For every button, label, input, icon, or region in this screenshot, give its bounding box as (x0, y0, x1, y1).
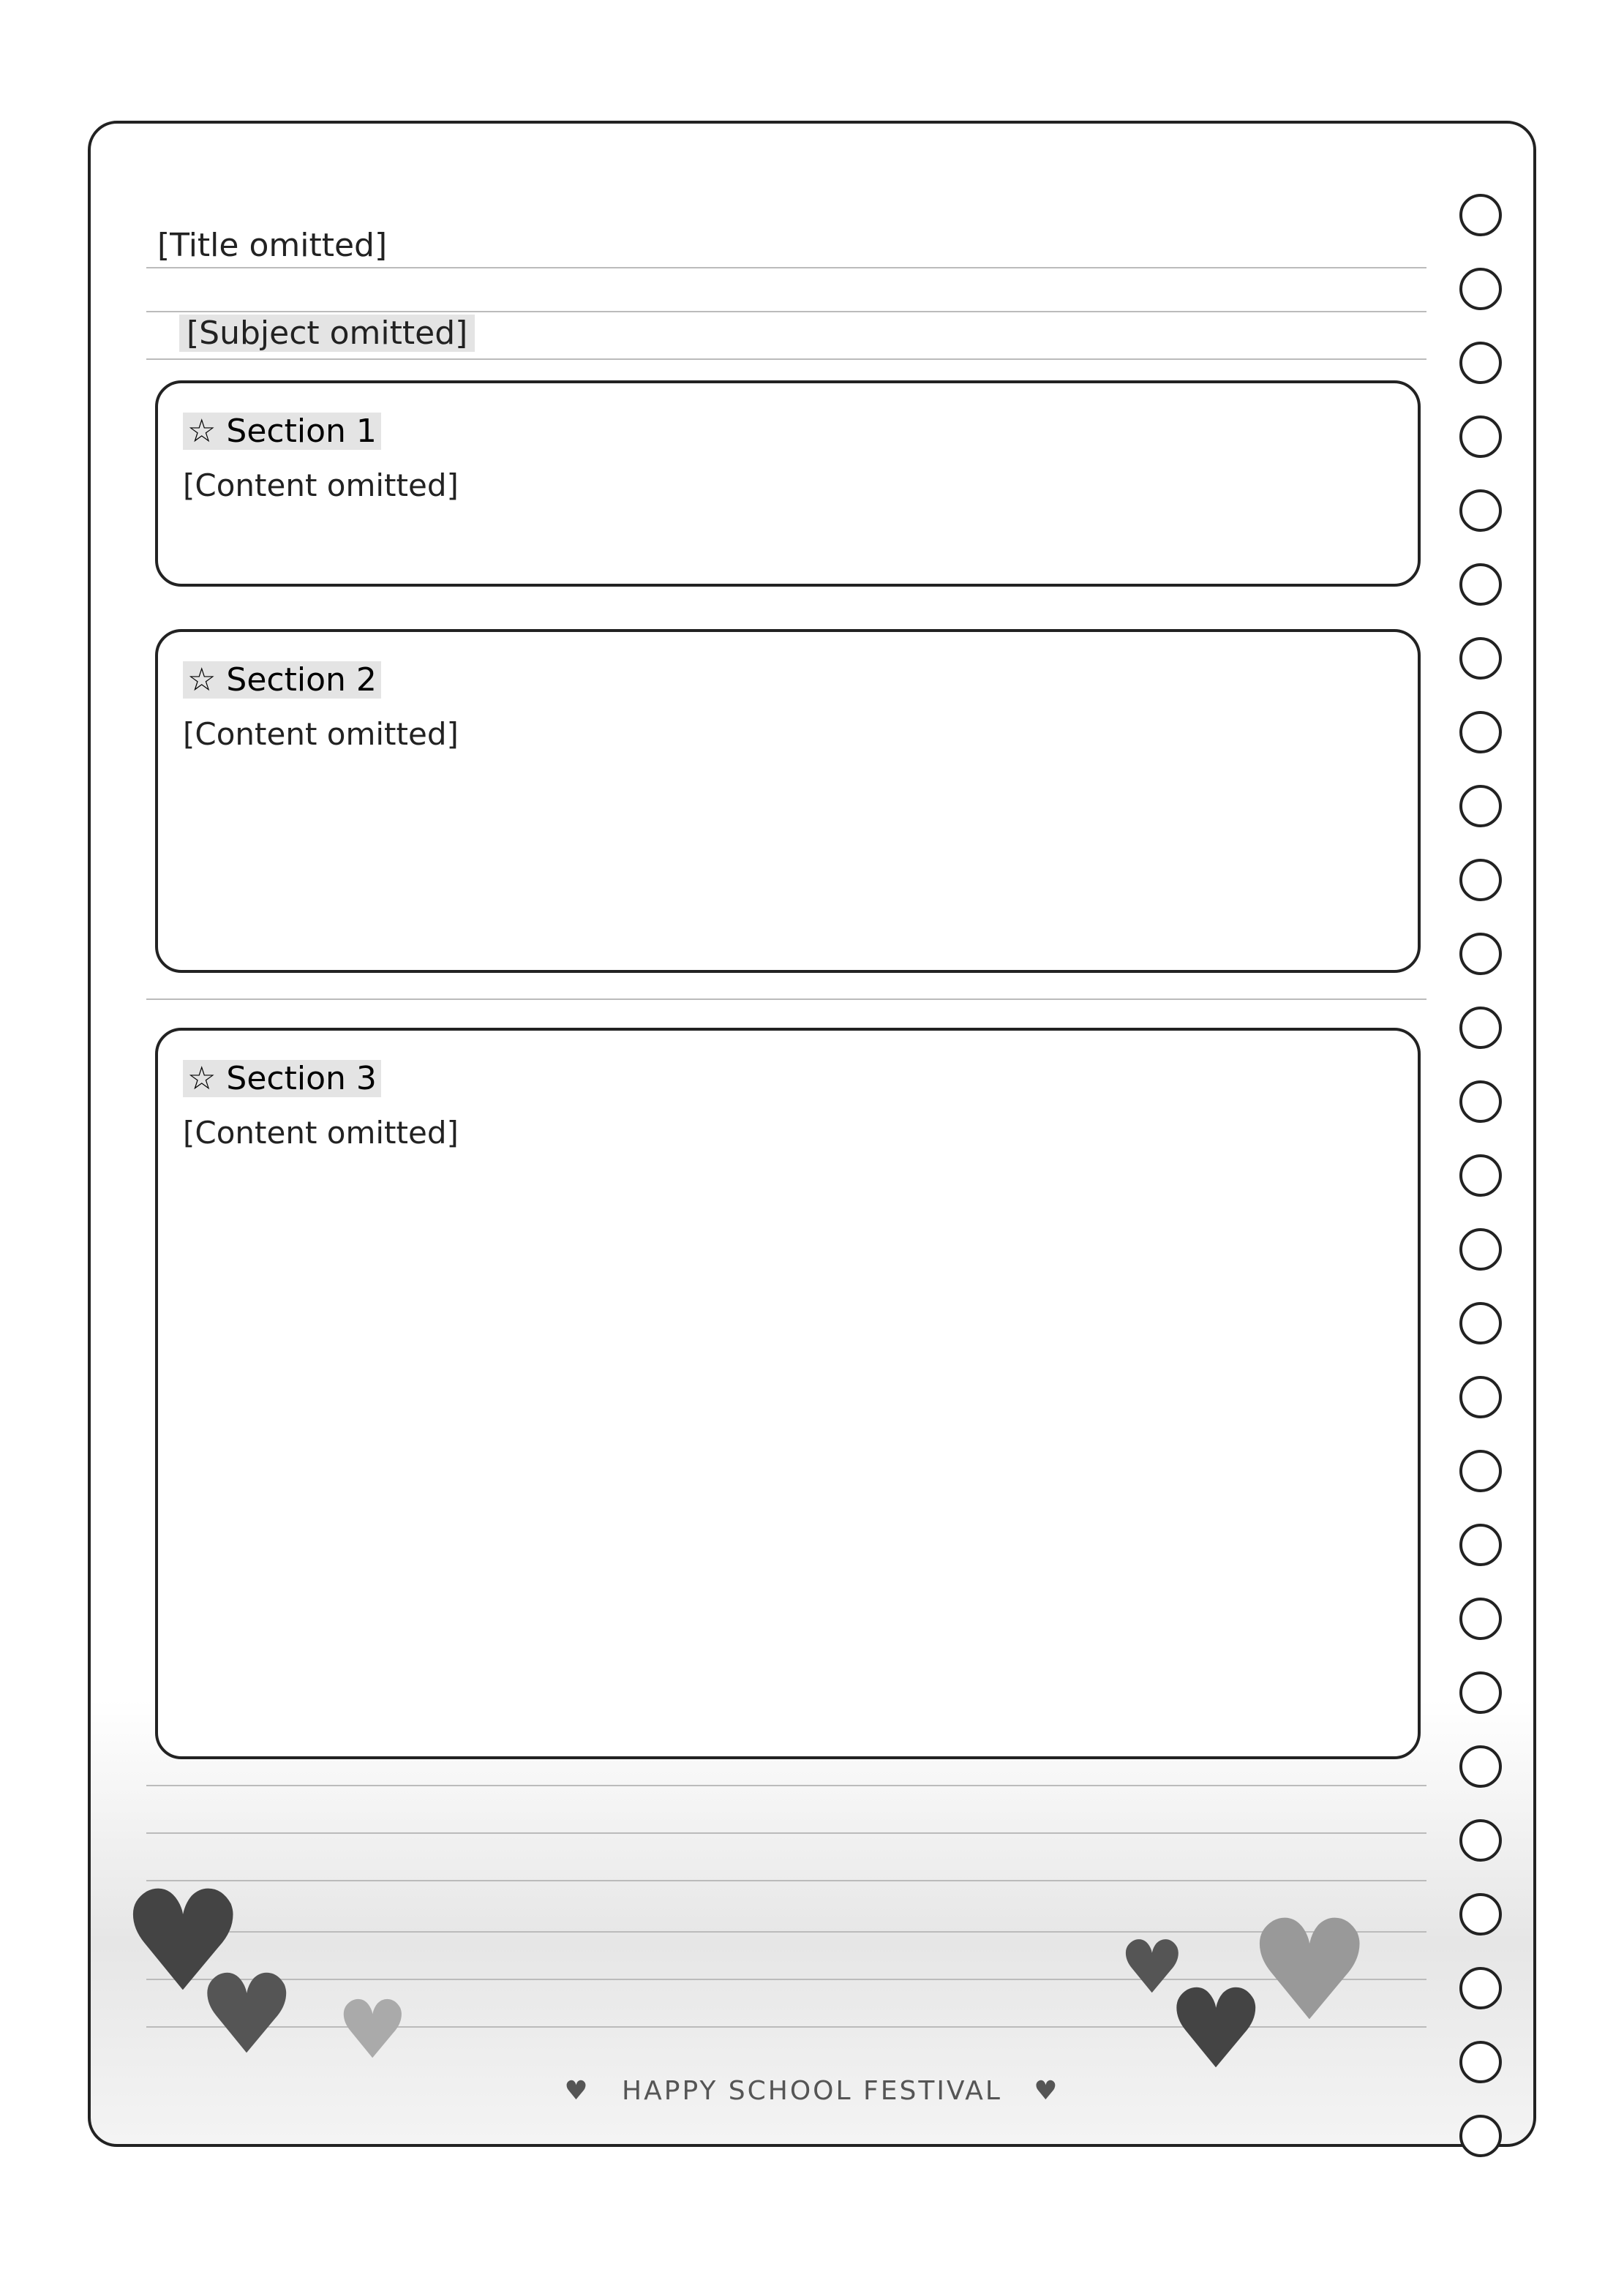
binder-ring-hole (1459, 1376, 1502, 1418)
heart-icon: ♥ (1247, 1890, 1372, 2052)
heart-icon: ♥ (1119, 1925, 1185, 2010)
ruled-line (146, 1880, 1426, 1881)
binder-ring-hole (1459, 194, 1502, 236)
binder-ring-hole (1459, 563, 1502, 606)
interview-subject: [Subject omitted] (179, 315, 475, 352)
binder-ring-hole (1459, 1228, 1502, 1271)
heart-icon: ♥ (564, 2076, 590, 2106)
heart-icon: ♥ (121, 1861, 246, 2023)
binder-ring-hole (1459, 1302, 1502, 1344)
ruled-line (146, 358, 1426, 360)
ruled-line (146, 1931, 1426, 1933)
section-text: [Content omitted] (183, 1115, 459, 1151)
footer (0, 2076, 1624, 2106)
section-box (155, 380, 1421, 587)
binder-ring-hole (1459, 933, 1502, 975)
binder-ring-hole (1459, 2115, 1502, 2157)
heart-icon: ♥ (337, 1983, 409, 2077)
binder-ring-hole (1459, 1450, 1502, 1492)
heart-icon: ♥ (1034, 2076, 1060, 2106)
section-box (155, 629, 1421, 973)
ruled-line (146, 1785, 1426, 1786)
binder-ring-hole (1459, 1080, 1502, 1123)
binder-ring-hole (1459, 1745, 1502, 1788)
ruled-line (146, 311, 1426, 312)
binder-ring-hole (1459, 268, 1502, 310)
binder-ring-hole (1459, 1671, 1502, 1714)
binder-ring-hole (1459, 1007, 1502, 1049)
binder-ring-hole (1459, 1524, 1502, 1566)
binder-ring-hole (1459, 859, 1502, 901)
ruled-line (146, 1832, 1426, 1834)
binder-ring-hole (1459, 1893, 1502, 1936)
section-text: [Content omitted] (183, 467, 459, 503)
binder-ring-hole (1459, 489, 1502, 532)
section-box (155, 1028, 1421, 1759)
binder-ring-hole (1459, 415, 1502, 458)
section-heading: ☆ Section 1 (183, 413, 381, 450)
binder-ring-hole (1459, 711, 1502, 753)
ruled-line (146, 998, 1426, 1000)
binder-ring-hole (1459, 342, 1502, 384)
section-heading: ☆ Section 3 (183, 1060, 381, 1097)
section-heading: ☆ Section 2 (183, 661, 381, 699)
heart-icon: ♥ (198, 1952, 296, 2079)
binder-ring-hole (1459, 637, 1502, 680)
section-text: [Content omitted] (183, 716, 459, 752)
binder-ring-hole (1459, 1967, 1502, 2009)
binder-ring-hole (1459, 1598, 1502, 1640)
ruled-line (146, 267, 1426, 268)
binder-ring-hole (1459, 785, 1502, 827)
heart-icon: ♥ (1167, 1966, 1266, 2094)
binder-ring-hole (1459, 1819, 1502, 1862)
binder-ring-hole (1459, 1154, 1502, 1197)
footer-text: HAPPY SCHOOL FESTIVAL (622, 2076, 1002, 2106)
page-title: [Title omitted] (157, 227, 388, 264)
